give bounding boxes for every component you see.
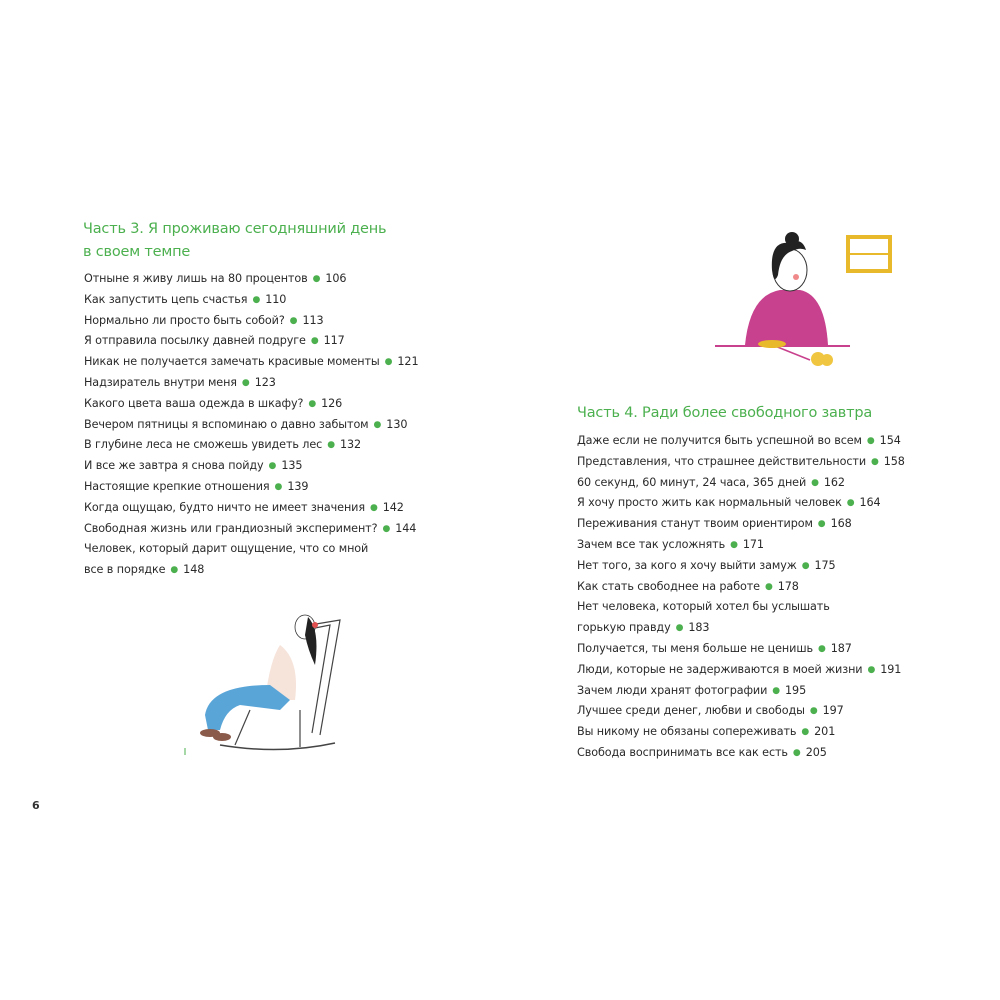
toc-entry[interactable] — [84, 477, 418, 498]
bullet-dot-icon: ● — [274, 481, 283, 492]
toc-entry[interactable] — [577, 452, 905, 473]
entry-title: Какого цвета ваша одежда в шкафу? — [84, 396, 304, 410]
bullet-dot-icon: ● — [327, 440, 335, 451]
toc-entry[interactable] — [577, 722, 905, 743]
entry-title: Человек, который дарит ощущение, что со мной — [84, 542, 369, 556]
entry-title: Отныне я живу лишь на 80 процентов — [84, 272, 308, 285]
entry-title: Надзиратель внутри меня — [84, 375, 237, 389]
toc-entry-continuation — [577, 618, 905, 639]
bullet-dot-icon: ● — [369, 502, 378, 513]
toc-entry[interactable] — [577, 577, 905, 598]
entry-page-number: 135 — [281, 459, 303, 473]
entry-title: Люди, которые не задерживаются в моей жизни — [577, 662, 863, 676]
toc-entry[interactable] — [84, 331, 418, 352]
entry-page-number: 183 — [688, 621, 710, 635]
entry-title: Даже если не получится быть успешной во всем — [577, 434, 862, 447]
entry-title: Представления, что страшнее действительности — [577, 454, 866, 468]
entry-page-number: 148 — [183, 563, 205, 577]
entry-page-number: 175 — [814, 558, 836, 572]
bullet-dot-icon: ● — [867, 664, 876, 675]
entry-page-number: 139 — [287, 479, 309, 493]
toc-entry[interactable] — [577, 597, 905, 618]
entry-page-number: 162 — [823, 475, 845, 489]
entry-title: Вечером пятницы я вспоминаю о давно забытом — [84, 417, 369, 431]
entry-title: Когда ощущаю, будто ничто не имеет значения — [84, 500, 365, 514]
toc-entry[interactable] — [577, 639, 905, 660]
bullet-dot-icon: ● — [312, 274, 321, 284]
entry-page-number: 121 — [397, 355, 419, 369]
toc-entry[interactable] — [577, 473, 905, 494]
toc-entry[interactable] — [84, 311, 418, 332]
entry-title-continuation: горькую правду — [577, 621, 671, 635]
bullet-dot-icon: ● — [817, 519, 826, 530]
entry-page-number: 205 — [805, 745, 827, 759]
entry-page-number: 106 — [325, 272, 347, 285]
toc-entry[interactable] — [577, 431, 905, 452]
entry-title: Нет человека, который хотел бы услышать — [577, 600, 830, 614]
entry-title: Вы никому не обязаны сопереживать — [577, 725, 797, 739]
entry-title: Как стать свободнее на работе — [577, 579, 760, 593]
entry-page-number: 144 — [395, 521, 417, 535]
entry-title-continuation: все в порядке — [84, 563, 166, 577]
toc-entry-continuation — [84, 560, 418, 581]
bullet-dot-icon: ● — [268, 461, 277, 472]
toc-entry[interactable] — [84, 373, 418, 394]
toc-entry[interactable] — [84, 456, 418, 477]
bullet-dot-icon: ● — [801, 560, 810, 571]
bullet-dot-icon: ● — [792, 747, 801, 758]
entry-title: Я хочу просто жить как нормальный человек — [577, 496, 842, 510]
rocking-chair-illustration — [180, 605, 350, 765]
bullet-dot-icon: ● — [817, 643, 826, 654]
entry-title: Свобода воспринимать все как есть — [577, 745, 788, 759]
entry-page-number: 142 — [382, 500, 404, 514]
woman-at-table-illustration — [710, 225, 900, 375]
bullet-dot-icon: ● — [308, 398, 317, 409]
entry-page-number: 171 — [742, 537, 764, 551]
bullet-dot-icon: ● — [252, 294, 261, 305]
entry-title: Как запустить цепь счастья — [84, 292, 248, 306]
toc-entry[interactable] — [84, 415, 418, 436]
toc-entry[interactable] — [577, 556, 905, 577]
entry-title: Переживания станут твоим ориентиром — [577, 517, 813, 531]
entry-page-number: 201 — [814, 725, 836, 739]
entry-title: Зачем люди хранят фотографии — [577, 683, 768, 697]
part3-heading — [83, 218, 386, 264]
bullet-dot-icon: ● — [809, 706, 818, 717]
entry-page-number: 132 — [339, 438, 362, 452]
toc-entry[interactable] — [577, 493, 905, 514]
entry-title: Настоящие крепкие отношения — [84, 479, 270, 493]
entry-page-number: 168 — [830, 517, 852, 531]
page-number: 6 — [32, 799, 40, 812]
entry-page-number: 191 — [880, 662, 902, 676]
bullet-dot-icon: ● — [382, 523, 391, 534]
entry-title: Я отправила посылку давней подруге — [84, 334, 306, 348]
bullet-dot-icon: ● — [241, 377, 250, 388]
entry-page-number: 154 — [879, 434, 901, 447]
entry-title: Свободная жизнь или грандиозный эксперимент? — [84, 521, 378, 535]
bullet-dot-icon: ● — [811, 477, 819, 488]
toc-entry[interactable] — [577, 535, 905, 556]
bullet-dot-icon: ● — [846, 498, 855, 509]
toc-entry[interactable] — [577, 743, 905, 764]
bullet-dot-icon: ● — [801, 727, 810, 738]
entry-title: Никак не получается замечать красивые моменты — [84, 355, 380, 369]
bullet-dot-icon: ● — [310, 336, 319, 347]
entry-page-number: 130 — [386, 417, 408, 431]
entry-page-number: 187 — [830, 641, 852, 655]
entry-title: Зачем все так усложнять — [577, 537, 726, 551]
bullet-dot-icon: ● — [675, 623, 684, 634]
bullet-dot-icon: ● — [730, 539, 738, 550]
part3-toc-list — [84, 269, 418, 581]
entry-page-number: 197 — [822, 704, 844, 718]
toc-entry[interactable] — [577, 681, 905, 702]
entry-page-number: 158 — [883, 454, 905, 468]
bullet-dot-icon: ● — [866, 436, 875, 446]
toc-entry[interactable] — [84, 352, 418, 373]
toc-entry[interactable] — [577, 660, 905, 681]
entry-title: Нормально ли просто быть собой? — [84, 313, 285, 327]
bullet-dot-icon: ● — [384, 357, 393, 368]
entry-page-number: 117 — [323, 334, 345, 348]
entry-title: Нет того, за кого я хочу выйти замуж — [577, 558, 797, 572]
toc-entry[interactable] — [84, 394, 418, 415]
entry-title: Лучшее среди денег, любви и свободы — [577, 704, 805, 718]
entry-page-number: 113 — [302, 313, 324, 327]
entry-page-number: 164 — [859, 496, 881, 510]
entry-page-number: 195 — [785, 683, 807, 697]
toc-entry[interactable] — [84, 519, 418, 540]
part3-heading-line1: Часть 3. Я проживаю сегодняшний день — [83, 221, 387, 237]
bullet-dot-icon: ● — [871, 456, 879, 467]
bullet-dot-icon: ● — [170, 565, 179, 576]
entry-page-number: 126 — [321, 396, 343, 410]
part3-heading-line2: в своем темпе — [83, 244, 191, 260]
entry-page-number: 123 — [254, 375, 276, 389]
entry-title: Получается, ты меня больше не ценишь — [577, 641, 813, 655]
entry-page-number: 178 — [777, 579, 799, 593]
bullet-dot-icon: ● — [772, 685, 781, 696]
toc-entry[interactable] — [84, 435, 418, 456]
bullet-dot-icon: ● — [373, 419, 382, 430]
entry-page-number: 110 — [265, 292, 287, 306]
part4-heading: Часть 4. Ради более свободного завтра — [577, 405, 873, 421]
toc-entry[interactable] — [577, 701, 905, 722]
bullet-dot-icon: ● — [764, 581, 773, 592]
toc-entry[interactable] — [84, 269, 418, 290]
toc-entry[interactable] — [84, 290, 418, 311]
toc-entry[interactable] — [84, 498, 418, 519]
bullet-dot-icon: ● — [289, 315, 298, 326]
entry-title: В глубине леса не сможешь увидеть лес — [84, 438, 323, 452]
part4-toc-list — [577, 431, 905, 764]
toc-entry[interactable] — [84, 539, 418, 560]
entry-title: И все же завтра я снова пойду — [84, 459, 264, 473]
entry-title: 60 секунд, 60 минут, 24 часа, 365 дней — [577, 475, 807, 489]
toc-entry[interactable] — [577, 514, 905, 535]
